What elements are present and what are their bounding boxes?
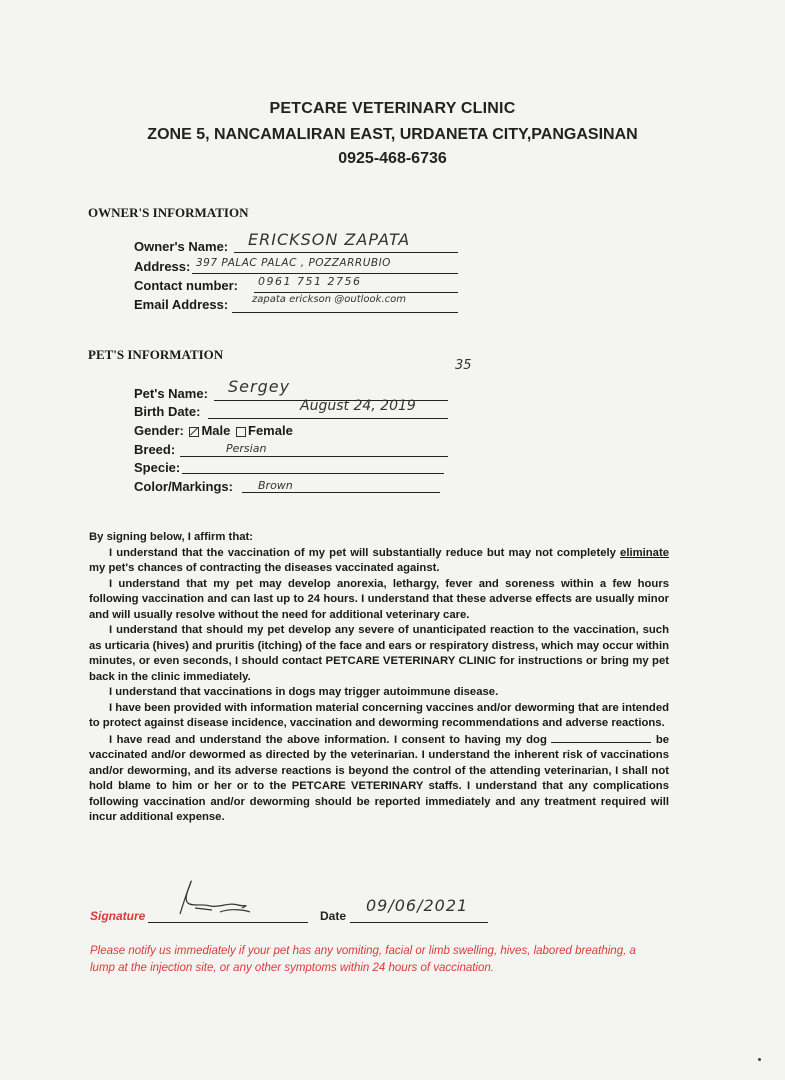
consent-paragraph-3: I understand that should my pet develop any severe of unanticipated reaction to the vaccination, such as urticaria (hives) and pruritis (itching) of the face and ears or respiratory distress, which may occur within minutes, or even seconds, I should contact PETCARE VETERINARY CLINIC for instructions or bring my pet back in the clinic immediately. [89, 624, 669, 683]
female-option: Female [248, 423, 293, 438]
contact-number-value: 0961 751 2756 [258, 275, 362, 288]
notice-text: Please notify us immediately if your pet has any vomiting, facial or limb swelling, hives, labored breathing, a lump at the injection site, or any other symptoms within 24 hours of vaccination. [90, 945, 636, 974]
specie-line [182, 457, 444, 474]
owner-section-title: OWNER'S INFORMATION [88, 205, 249, 220]
owner-name-label: Owner's Name: [134, 239, 229, 254]
female-checkbox[interactable] [236, 427, 246, 437]
color-markings-value: Brown [258, 479, 293, 492]
email-value: zapata erickson @outlook.com [252, 294, 406, 305]
clinic-name: PETCARE VETERINARY CLINIC [269, 100, 516, 117]
email-label: Email Address: [134, 297, 229, 312]
breed-value: Persian [226, 442, 267, 455]
dog-name-blank[interactable] [551, 732, 651, 743]
owner-address-label: Address: [134, 259, 191, 274]
specie-label: Specie: [134, 460, 181, 475]
breed-label: Breed: [134, 442, 176, 457]
consent-paragraph-5: I have been provided with information material concerning vaccines and/or deworming that are intended to protect against disease incidence, vaccination and deworming recommendations and adverse reactions. [89, 701, 669, 729]
color-markings-label: Color/Markings: [134, 479, 233, 494]
birth-date-value: August 24, 2019 [300, 398, 416, 414]
consent-paragraph-6: I have read and understand the above information. I consent to having my dog be vaccinated and/or dewormed as directed by the veterinarian. I understand the inherent risk of vaccinations and/or deworming, and its adverse reactions is beyond the control of the attending veterinarian, I shall not hold blame to him or her or to the PETCARE VETERINARY staffs. I understand that any complications following vaccination and/or deworming should be reported immediately and any treatment required will incur additional expense. [89, 733, 670, 823]
pet-name-value: Sergey [228, 377, 291, 396]
signature-label: Signature [90, 909, 146, 923]
consent-paragraph-2: I understand that my pet may develop anorexia, lethargy, fever and soreness within a few hours following vaccination and can last up to 24 hours. I understand that these adverse effects are usually minor and will usually resolve without the need for additional veterinary care. [89, 577, 669, 621]
contact-number-label: Contact number: [134, 278, 238, 293]
clinic-phone: 0925-468-6736 [338, 150, 447, 167]
date-label: Date [320, 909, 347, 923]
scan-speck [758, 1058, 761, 1061]
breed-line [180, 440, 448, 457]
male-option: Male [201, 423, 231, 438]
gender-label: Gender: [134, 423, 184, 438]
consent-intro: By signing below, I affirm that: [89, 531, 254, 543]
consent-paragraph-1: I understand that the vaccination of my pet will substantially reduce but may not completely eliminate my pet's chances of contracting the diseases vaccinated against. [89, 546, 670, 574]
clinic-address: ZONE 5, NANCAMALIRAN EAST, URDANETA CITY,PANGASINAN [147, 126, 638, 143]
consent-paragraph-4: I understand that vaccinations in dogs may trigger autoimmune disease. [109, 686, 499, 698]
gender-row [134, 423, 293, 441]
male-checkbox[interactable] [189, 427, 199, 437]
margin-note: 35 [455, 358, 472, 373]
consent-text [89, 530, 669, 826]
birth-date-label: Birth Date: [134, 404, 201, 419]
signature-scribble [150, 872, 270, 922]
owner-address-value: 397 PALAC PALAC , POZZARRUBIO [196, 257, 391, 269]
pet-section-title: PET'S INFORMATION [88, 347, 224, 362]
owner-name-value: ERICKSON ZAPATA [248, 230, 411, 249]
date-value: 09/06/2021 [366, 896, 469, 915]
pet-name-label: Pet's Name: [134, 386, 208, 401]
